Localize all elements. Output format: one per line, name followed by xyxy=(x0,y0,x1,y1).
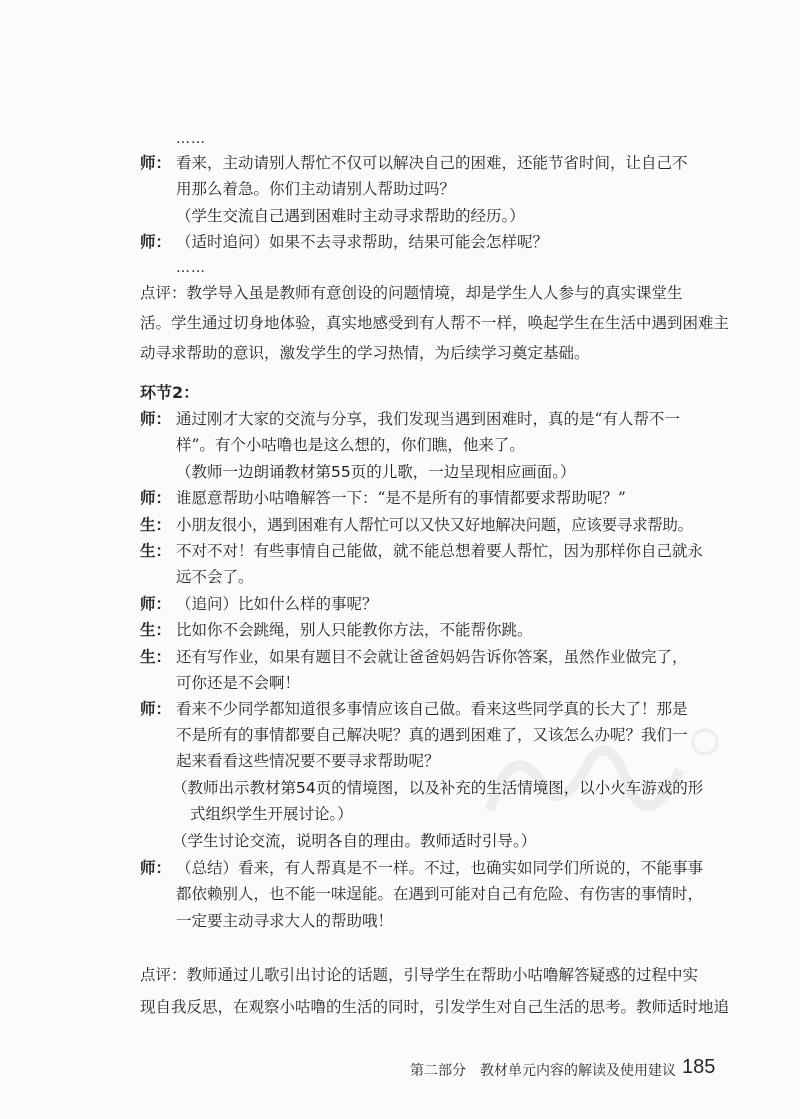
stage-direction: 式组织学生开展讨论。） xyxy=(190,805,353,823)
dialogue-text: 用那么着急。你们主动请别人帮助过吗？ xyxy=(176,180,456,198)
ellipsis: …… xyxy=(176,260,206,276)
speaker-label: 生： xyxy=(140,648,172,666)
dialogue-text: （追问）比如什么样的事呢？ xyxy=(176,595,378,613)
dialogue-text: 远不会了。 xyxy=(176,568,254,586)
speaker-label: 师： xyxy=(140,700,172,718)
stage-direction: （教师出示教材第54页的情境图，以及补充的生活情境图，以小火车游戏的形 xyxy=(172,779,704,797)
speaker-label: 生： xyxy=(140,516,172,534)
speaker-label: 师： xyxy=(140,859,172,877)
dialogue-text: 不对不对！有些事情自己能做，就不能总想着要人帮忙，因为那样你自己就永 xyxy=(176,542,704,560)
dialogue-text: （适时追问）如果不去寻求帮助，结果可能会怎样呢？ xyxy=(176,233,549,251)
comment-line: 现自我反思，在观察小咕噜的生活的同时，引发学生对自己生活的思考。教师适时地追 xyxy=(140,998,730,1016)
speaker-label: 师： xyxy=(140,595,172,613)
dialogue-text: 一定要主动寻求大人的帮助哦！ xyxy=(176,912,394,930)
running-title: 第二部分 教材单元内容的解读及使用建议 xyxy=(410,1063,676,1079)
speaker-label: 师： xyxy=(140,489,172,507)
comment-line: 点评：教师通过儿歌引出讨论的话题，引导学生在帮助小咕噜解答疑惑的过程中实 xyxy=(140,966,699,984)
dialogue-text: 比如你不会跳绳，别人只能教你方法，不能帮你跳。 xyxy=(176,621,533,639)
stage-direction: （学生讨论交流，说明各自的理由。教师适时引导。） xyxy=(172,832,537,850)
dialogue-text: 不是所有的事情都要自己解决呢？真的遇到困难了，又该怎么办呢？我们一 xyxy=(176,726,688,744)
speaker-label: 师： xyxy=(140,233,172,251)
dialogue-text: 谁愿意帮助小咕噜解答一下：“是不是所有的事情都要求帮助呢？” xyxy=(176,489,626,507)
dialogue-text: 看来，主动请别人帮忙不仅可以解决自己的困难，还能节省时间，让自己不 xyxy=(176,154,688,172)
stage-direction: （教师一边朗诵教材第55页的儿歌，一边呈现相应画面。） xyxy=(176,463,576,481)
speaker-label: 生： xyxy=(140,621,172,639)
comment-line: 点评：教学导入虽是教师有意创设的问题情境，却是学生人人参与的真实课堂生 xyxy=(140,284,683,302)
comment-line: 活。学生通过切身地体验，真实地感受到有人帮不一样，唤起学生在生活中遇到困难主 xyxy=(140,314,730,332)
dialogue-text: 起来看看这些情况要不要寻求帮助呢？ xyxy=(176,752,440,770)
speaker-label: 师： xyxy=(140,410,172,428)
stage-direction: （学生交流自己遇到困难时主动寻求帮助的经历。） xyxy=(176,207,525,225)
dialogue-text: 还有写作业，如果有题目不会就让爸爸妈妈告诉你答案，虽然作业做完了， xyxy=(176,648,688,666)
page-number: 185 xyxy=(682,1056,716,1078)
section-heading: 环节2： xyxy=(140,383,200,402)
dialogue-text: （总结）看来，有人帮真是不一样。不过，也确实如同学们所说的，不能事事 xyxy=(176,859,704,877)
speaker-label: 生： xyxy=(140,542,172,560)
ellipsis: …… xyxy=(176,131,206,147)
dialogue-text: 可你还是不会啊！ xyxy=(176,674,301,692)
dialogue-text: 看来不少同学都知道很多事情应该自己做。看来这些同学真的长大了！那是 xyxy=(176,700,688,718)
dialogue-text: 都依赖别人，也不能一味逞能。在遇到可能对自己有危险、有伤害的事情时， xyxy=(176,885,704,903)
dialogue-text: 小朋友很小，遇到困难有人帮忙可以又快又好地解决问题，应该要寻求帮助。 xyxy=(176,516,693,534)
dialogue-text: 样”。有个小咕噜也是这么想的，你们瞧，他来了。 xyxy=(176,436,525,454)
dialogue-text: 通过刚才大家的交流与分享，我们发现当遇到困难时，真的是“有人帮不一 xyxy=(176,410,680,428)
comment-line: 动寻求帮助的意识，激发学生的学习热情，为后续学习奠定基础。 xyxy=(140,344,590,362)
speaker-label: 师： xyxy=(140,154,172,172)
